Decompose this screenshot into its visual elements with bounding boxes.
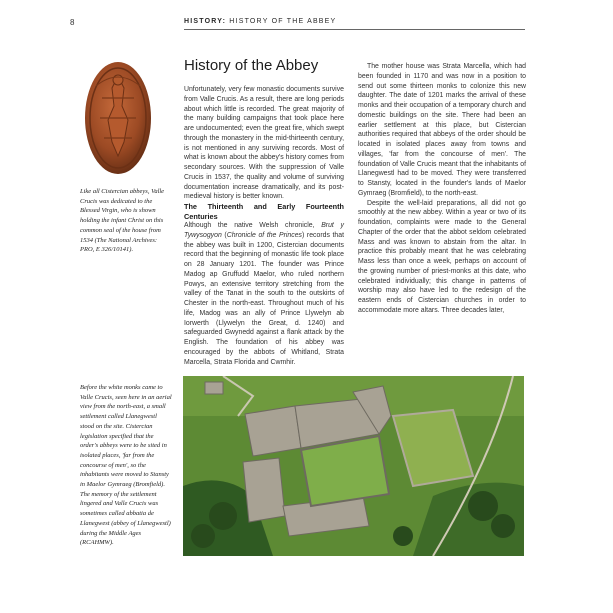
- brut-title: Brut y Tywysogyon: [184, 222, 344, 239]
- body-column-right: [358, 62, 526, 316]
- intro-paragraph: Unfortunately, very few monastic documents survive from Valle Crucis. As a result, there are long periods about which little is recorded. The great majority of the many building campaigns that took place here are undocumented; even the great fire, which swept through the monastery in the mid-thirteenth century, is not mentioned in any surviving records. Most of what is known about the abbey's history comes from secondary sources. With the suppression of Valle Crucis in 1537, the quality and volume of surviving documentation increase dramatically, and its post-medieval history is better known.: [184, 86, 344, 201]
- running-head-chapter: HISTORY OF THE ABBEY: [229, 18, 337, 25]
- seal-caption: Like all Cistercian abbeys, Valle Crucis was dedicated to the Blessed Virgin, who is shown holding the infant Christ on this common seal of the house from 1534 (The National Archives: PRO, E 326/10141).: [80, 188, 165, 254]
- chronicle-title: Chronicle of the Princes: [226, 231, 302, 239]
- paragraph-mother-house: The mother house was Strata Marcella, which had been founded in 1170 and was now in a position to send out some thirteen monks to colonize this new daughter. The date of 1201 marks the arrival of these monks and their occupation of a temporary church and domestic buildings on the site. There had been an earlier settlement at this place, but Cistercian authorities required that abbeys of the order should be located in isolated places away from towns and villages, 'far from the concourse of men'. The foundation of Valle Crucis meant that the inhabitants of Llanegwestl had to be moved. They were transferred to Stansty, located in the founder's lands of Maelor Gymraeg (Bromfield), to the north-east.: [358, 63, 526, 197]
- running-head-section: HISTORY:: [184, 18, 227, 25]
- aerial-caption: Before the white monks came to Valle Crucis, seen here in an aerial view from the north-east, a small settlement called Llanegwestl stood on the site. Cistercian legislation specified that the order's abbeys were to be sited in isolated places, 'far from the concourse of men', so the inhabitants were moved to Stansty in Maelor Gymraeg (Bromfield). The memory of the settlement lingered and Valle Crucis was sometimes called abbatia de Llanegwest (abbey of Llanegwestl) during the Middle Ages (RCAHMW).: [80, 384, 172, 547]
- running-head: [184, 18, 336, 25]
- text-run: (: [221, 231, 227, 239]
- text-run: Although the native Welsh chronicle,: [184, 222, 322, 229]
- page-title: History of the Abbey: [184, 57, 319, 74]
- page-number: 8: [70, 18, 75, 27]
- section-subheading: The Thirteenth and Early Fourteenth Centuries: [184, 202, 344, 221]
- aerial-photo: [183, 376, 524, 556]
- paragraph-complaints: Despite the well-laid preparations, all did not go smoothly at the new abbey. Within a year or two of its foundation, complaints were made to the General Chapter of the order that the abbot seldom celebrated Mass and was known to abstain from the altar. In practice this probably meant that he was celebrating Mass less than once a week, perhaps on account of the growing number of priest-monks at this date, who celebrated individually; this change in patterns of worship may also have led to the redesign of the eastern ends of Cistercian churches in order to accommodate more altars. Three decades later,: [358, 199, 526, 314]
- text-run: ) records that the abbey was built in 1200, Cistercian documents record that the beginning of monastic life took place on 28 January 1201. The founder was Prince Madog ap Gruffudd Maelor, who ruled northern Powys, an extensive territory stretching from the valley of the Tanat in the south to the outskirts of Chester in the north-east. Throughout much of his life, Madog was an ally of Prince Llywelyn ab Iorwerth (Llywelyn the Great, d. 1240) and safeguarded Gwynedd against a flank attack by the English. The foundation of his abbey was encouraged by the abbots of Whitland, Strata Marcella, Strata Florida and Cwmhir.: [184, 231, 345, 366]
- header-rule: [184, 29, 525, 30]
- body-column-left: [184, 85, 344, 367]
- abbey-seal-image: [78, 58, 158, 176]
- paragraph-founding: [184, 221, 344, 367]
